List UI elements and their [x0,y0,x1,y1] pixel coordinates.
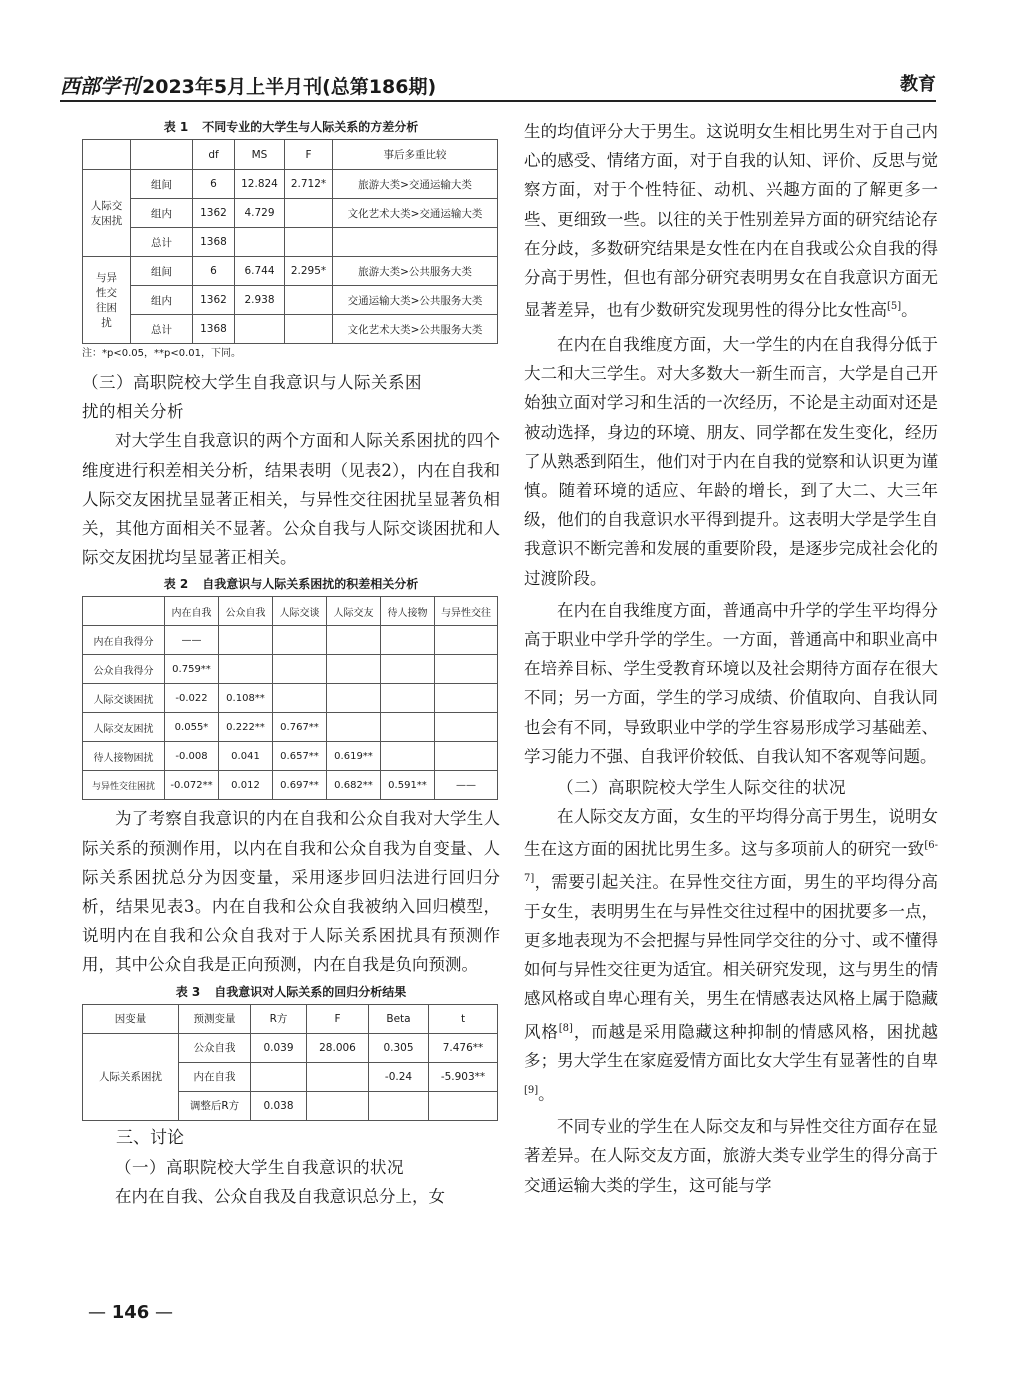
table3-caption: 表 3 自我意识对人际关系的回归分析结果 [175,984,407,999]
citation: [6-7] [524,840,938,885]
table-row: 组内 1362 4.729 文化艺术大类>交通运输大类 [83,199,498,228]
table-row: 人际交友困扰 组间 6 12.824 2.712* 旅游大类>交通运输大类 [83,170,498,199]
citation: [5] [887,301,902,313]
section-label: 教育 [900,74,936,95]
citation: [9] [524,1084,539,1096]
right-column [524,117,938,1200]
section-3-title: 三、讨论 [116,1127,184,1148]
paragraph-regression: 为了考察自我意识的内在自我和公众自我对大学生人际关系的预测作用，以内在自我和公众自我为自变量、人际关系困扰总分为因变量，采用逐步回归法进行回归分析，结果见表3。内在自我和公众自我被纳入回归模型，说明内在自我和公众自我对于人际关系困扰具有预测作用，其中公众自我是正向预测，内在自我是负向预测。 [82,809,500,975]
paragraph-grade-difference: 在内在自我维度方面，大一学生的内在自我得分低于大二和大三学生。对大多数大一新生而言，大学是自己开始独立面对学习和生活的一次经历，不论是主动面对还是被动选择，身边的环境、朋友、同学都在发生变化，经历了从熟悉到陌生，他们对于内在自我的觉察和认识更为谨慎。随着环境的适应、年龄的增长，到了大二、大三年级，他们的自我意识水平得到提升。这表明大学是学生自我意识不断完善和发展的重要阶段，是逐步完成社会化的过渡阶段。 [524,334,938,588]
table-row: 公众自我得分 0.759** [83,655,498,684]
table3-header-row: 因变量 预测变量 R方 F Beta t [83,1004,498,1033]
journal-logo: 西部学刊 [60,74,140,98]
table-row: 人际交谈困扰 -0.022 0.108** [83,684,498,713]
table-row: 调整后R方 0.038 [83,1091,498,1120]
table1 [82,139,498,344]
paragraph-major-difference: 不同专业的学生在人际交友和与异性交往方面存在显著差异。在人际交友方面，旅游大类专业学生的得分高于交通运输大类的学生，这可能与学 [524,1117,938,1195]
table1-caption: 表 1 不同专业的大学生与人际关系的方差分析 [163,120,419,134]
paragraph-interpersonal: 在人际交友方面，女生的平均得分高于男生，说明女生在这方面的困扰比男生多。这与多项前人的研究一致[6-7]，需要引起关注。在异性交往方面，男生的平均得分高于女生，表明男生在与异性交往过程中的困扰要多一点，更多地表现为不会把握与异性同学交往的分寸、或不懂得如何与异性交往更为适宜。相关研究发现，这与男生的情感风格或自卑心理有关，男生在情感表达风格上属于隐藏风格[8]，而越是采用隐藏这种抑制的情感风格，困扰越多；男大学生在家庭爱情方面比女大学生有显著性的自卑[9]。 [524,807,939,1103]
table3-dependent-label: 人际关系困扰 [83,1033,179,1120]
paragraph-correlation: 对大学生自我意识的两个方面和人际关系困扰的四个维度进行积差相关分析，结果表明（见表2），内在自我和人际交友困扰呈显著正相关，与异性交往困扰呈显著负相关，其他方面相关不显著。公众自我与人际交谈困扰和人际交友困扰均呈显著正相关。 [82,431,500,568]
table-row: 组内 1362 2.938 交通运输大类>公共服务大类 [83,286,498,315]
journal-title [60,70,436,99]
page-header [60,70,936,102]
citation: [8] [558,1022,573,1034]
journal-issue: 2023年5月上半月刊(总第186期) [142,76,437,98]
table2-caption: 表 2 自我意识与人际关系困扰的积差相关分析 [163,577,419,592]
paragraph-discussion-start: 在内在自我、公众自我及自我意识总分上，女 [115,1186,445,1206]
subheading-discussion-1: （一）高职院校大学生自我意识的状况 [115,1157,404,1177]
table-row: 总计 1368 [83,228,498,257]
table1-group-label: 人际交友困扰 [83,170,131,257]
table1-group-label: 与异性交往困扰 [83,257,131,344]
table2 [82,596,498,800]
page-number: 146 [111,1302,150,1323]
table2-header-row: 内在自我 公众自我 人际交谈 人际交友 待人接物 与异性交往 [83,597,498,626]
table-row: 内在自我得分 —— [83,626,498,655]
paragraph-gender-difference: 生的均值评分大于男生。这说明女生相比男生对于自己内心的感受、情绪方面，对于自我的认知、评价、反思与觉察方面，对于个性特征、动机、兴趣方面的了解更多一些、更细致一些。以往的关于性别差异方面的研究结论存在分歧，多数研究结果是女性在内在自我或公众自我的得分高于男性，但也有部分研究表明男女在自我意识方面无显著差异，也有少数研究发现男性的得分比女性高[5]。 [524,122,938,320]
table1-header-row: df MS F 事后多重比较 [83,140,498,170]
table1-note: 注：*p<0.05，**p<0.01，下同。 [82,348,241,359]
table3 [82,1004,498,1121]
subheading-discussion-2: （二）高职院校大学生人际交往的状况 [557,777,846,797]
left-column [82,115,500,1211]
subheading-3-line1: （三）高职院校大学生自我意识与人际关系困 [82,373,422,392]
table-row: 与异性交往困扰 组间 6 6.744 2.295* 旅游大类>公共服务大类 [83,257,498,286]
table-row: 待人接物困扰 -0.008 0.041 0.657** 0.619** [83,742,498,771]
table-row: 人际交友困扰 0.055* 0.222** 0.767** [83,713,498,742]
table-row: 内在自我 -0.24 -5.903** [83,1062,498,1091]
table-row: 人际关系困扰 公众自我 0.039 28.006 0.305 7.476** [83,1033,498,1062]
paragraph-school-difference: 在内在自我维度方面，普通高中升学的学生平均得分高于职业中学升学的学生。一方面，普通高中和职业高中在培养目标、学生受教育环境以及社会期待方面存在很大不同；另一方面，学生的学习成绩、价值取向、自我认同也会有不同，导致职业中学的学生容易形成学习基础差、学习能力不强、自我评价较低、自我认知不客观等问题。 [524,600,938,766]
page-footer: — 146 — [88,1302,174,1323]
table-row: 总计 1368 文化艺术大类>公共服务大类 [83,315,498,344]
table-row: 与异性交往困扰 -0.072** 0.012 0.697** 0.682** 0.591** —— [83,771,498,800]
subheading-3-line2: 扰的相关分析 [82,402,184,422]
